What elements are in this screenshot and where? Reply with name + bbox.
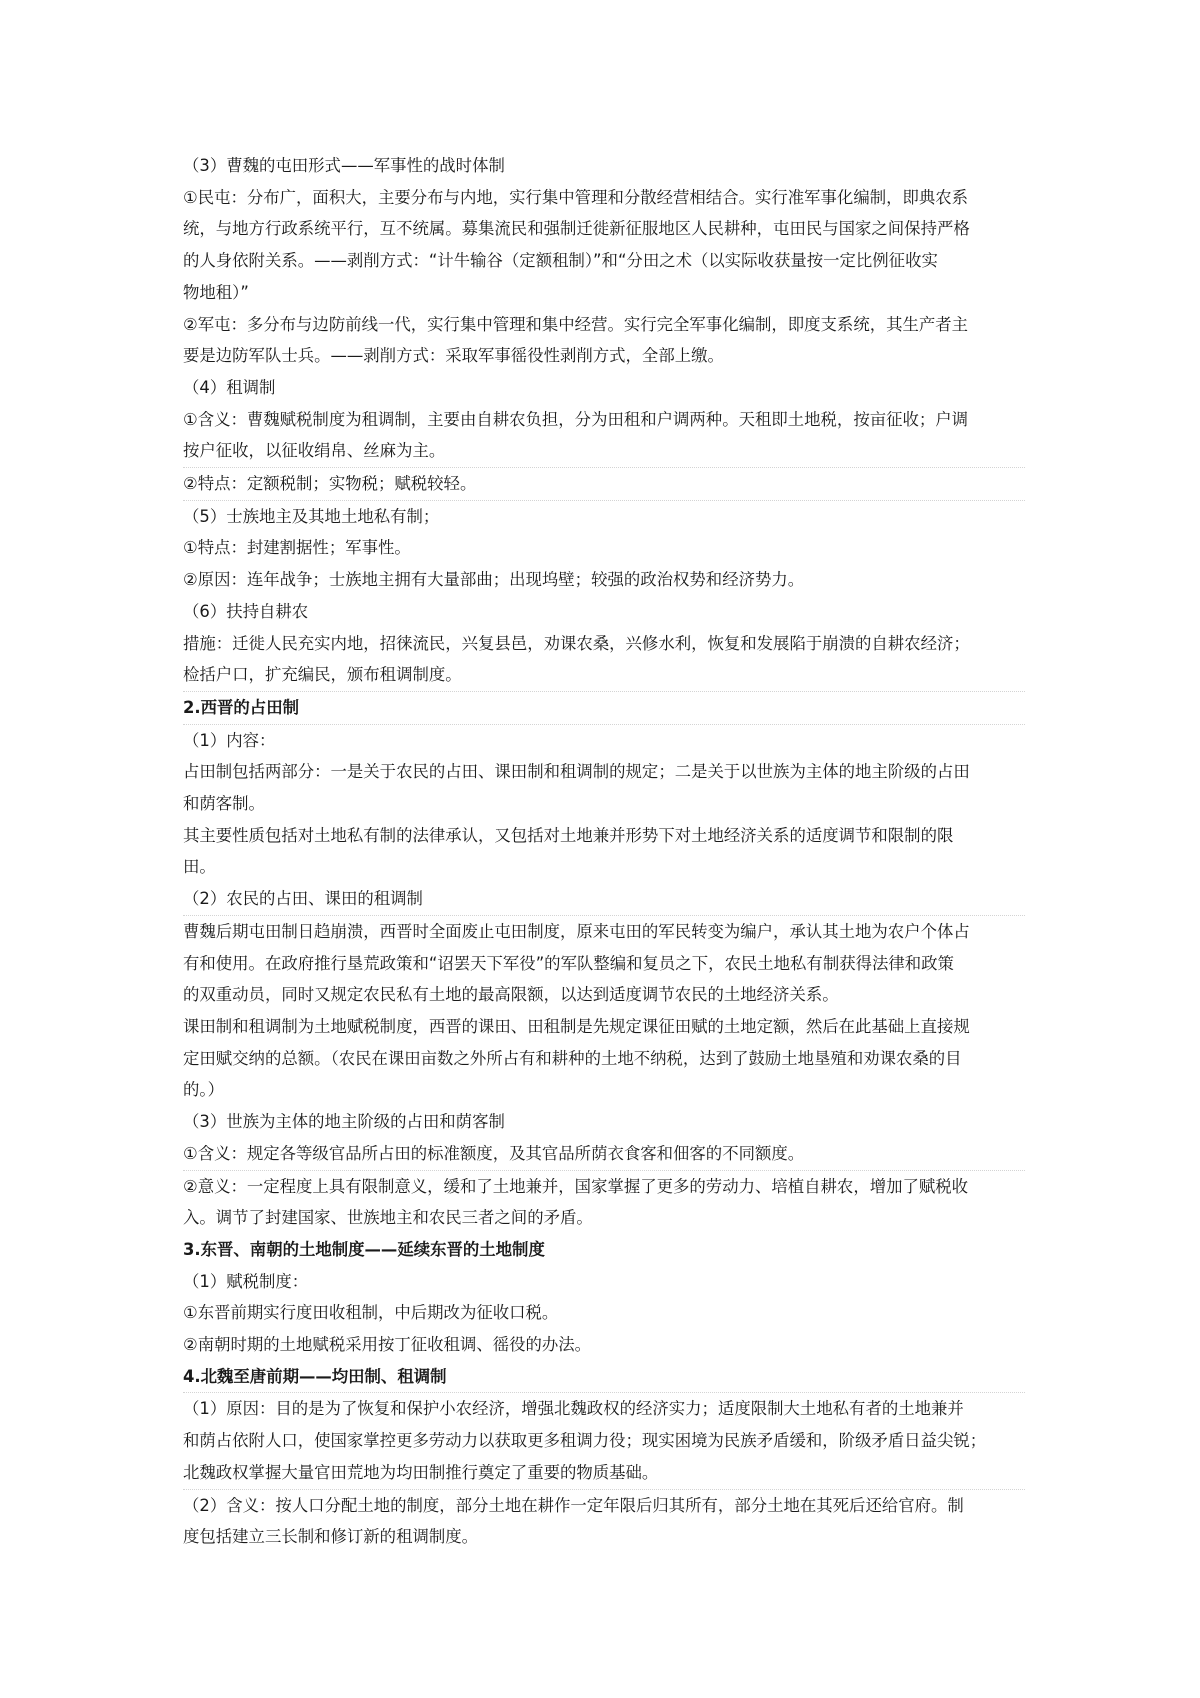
text-line: ①含义：曹魏赋税制度为租调制，主要由自耕农负担，分为田租和户调两种。天租即土地税，按亩征收；户调 — [183, 409, 969, 429]
text-line: 度包括建立三长制和修订新的租调制度。 — [183, 1527, 479, 1547]
text-line: 田。 — [183, 857, 216, 877]
text-line: （1）原因：目的是为了恢复和保护小农经济，增强北魏政权的经济实力；适度限制大土地私有者的土地兼并 — [183, 1399, 964, 1419]
text-line: 有和使用。在政府推行垦荒政策和“诏罢天下军役”的军队整编和复员之下，农民土地私有制获得法律和政策 — [183, 953, 954, 973]
text-line: 入。调节了封建国家、世族地主和农民三者之间的矛盾。 — [183, 1208, 593, 1228]
text-line: （3）世族为主体的地主阶级的占田和荫客制 — [183, 1112, 505, 1132]
text-line: 占田制包括两部分：一是关于农民的占田、课田制和租调制的规定；二是关于以世族为主体的地主阶级的占田 — [183, 762, 970, 782]
text-line: 统，与地方行政系统平行，互不统属。募集流民和强制迁徙新征服地区人民耕种，屯田民与国家之间保持严格 — [183, 219, 970, 239]
text-line: 课田制和租调制为土地赋税制度，西晋的课田、田租制是先规定课征田赋的土地定额，然后在此基础上直接规 — [183, 1016, 970, 1036]
text-line: 措施：迁徙人民充实内地，招徕流民，兴复县邑，劝课农桑，兴修水利，恢复和发展陷于崩溃的自耕农经济； — [183, 633, 970, 653]
section-heading: 2.西晋的占田制 — [183, 692, 1025, 725]
text-line: 的双重动员，同时又规定农民私有土地的最高限额，以达到适度调节农民的土地经济关系。 — [183, 985, 839, 1005]
text-line: （6）扶持自耕农 — [183, 601, 309, 621]
text-line: 物地租）” — [183, 282, 249, 302]
text-line: 曹魏后期屯田制日趋崩溃，西晋时全面废止屯田制度，原来屯田的军民转变为编户，承认其土地为农户个体占 — [183, 921, 970, 941]
text-line: （2）含义：按人口分配土地的制度，部分土地在耕作一定年限后归其所有，部分土地在其死后还给官府。制 — [183, 1495, 964, 1515]
section-heading: 4.北魏至唐前期——均田制、租调制 — [183, 1361, 1025, 1394]
text-line: 北魏政权掌握大量官田荒地为均田制推行奠定了重要的物质基础。 — [183, 1457, 1025, 1490]
text-line: 按户征收，以征收绢帛、丝麻为主。 — [183, 435, 1025, 468]
text-line: ①东晋前期实行度田收租制，中后期改为征收口税。 — [183, 1303, 559, 1323]
text-line: 检括户口，扩充编民，颁布租调制度。 — [183, 659, 1025, 692]
text-line: 要是边防军队士兵。——剥削方式：采取军事徭役性剥削方式，全部上缴。 — [183, 346, 724, 366]
text-line: （1）内容： — [183, 730, 276, 750]
document-page — [183, 150, 1025, 1553]
text-line: ①含义：规定各等级官品所占田的标准额度，及其官品所荫衣食客和佃客的不同额度。 — [183, 1138, 1025, 1171]
text-line: ①民屯：分布广，面积大，主要分布与内地，实行集中管理和分散经营相结合。实行准军事化编制，即典农系 — [183, 187, 969, 207]
text-line: 和荫占依附人口，使国家掌控更多劳动力以获取更多租调力役；现实困境为民族矛盾缓和，阶级矛盾日益尖锐； — [183, 1431, 987, 1451]
text-line: 定田赋交纳的总额。（农民在课田亩数之外所占有和耕种的土地不纳税，达到了鼓励土地垦殖和劝课农桑的目 — [183, 1048, 962, 1068]
text-line: （4）租调制 — [183, 377, 276, 397]
text-line: ②军屯：多分布与边防前线一代，实行集中管理和集中经营。实行完全军事化编制，即度支系统，其生产者主 — [183, 314, 969, 334]
text-line: ②特点：定额税制；实物税；赋税较轻。 — [183, 468, 1025, 501]
text-line: ②南朝时期的土地赋税采用按丁征收租调、徭役的办法。 — [183, 1335, 592, 1355]
section-heading: 3.东晋、南朝的土地制度——延续东晋的土地制度 — [183, 1239, 545, 1259]
text-line: 的。） — [183, 1080, 224, 1100]
text-line: ②意义：一定程度上具有限制意义，缓和了土地兼并，国家掌握了更多的劳动力、培植自耕农，增加了赋税收 — [183, 1176, 969, 1196]
text-line: ②原因：连年战争；士族地主拥有大量部曲；出现坞壁；较强的政治权势和经济势力。 — [183, 570, 805, 590]
text-line: 和荫客制。 — [183, 794, 265, 814]
text-line: （3）曹魏的屯田形式——军事性的战时体制 — [183, 156, 505, 175]
text-line: （2）农民的占田、课田的租调制 — [183, 883, 1025, 916]
text-line: ①特点：封建割据性；军事性。 — [183, 538, 411, 558]
text-line: 其主要性质包括对土地私有制的法律承认，又包括对土地兼并形势下对土地经济关系的适度调节和限制的限 — [183, 825, 954, 845]
text-line: 的人身依附关系。——剥削方式：“计牛输谷（定额租制）”和“分田之术（以实际收获量按一定比例征收实 — [183, 251, 938, 271]
text-line: （1）赋税制度： — [183, 1271, 309, 1291]
text-line: （5）士族地主及其地土地私有制； — [183, 506, 440, 526]
